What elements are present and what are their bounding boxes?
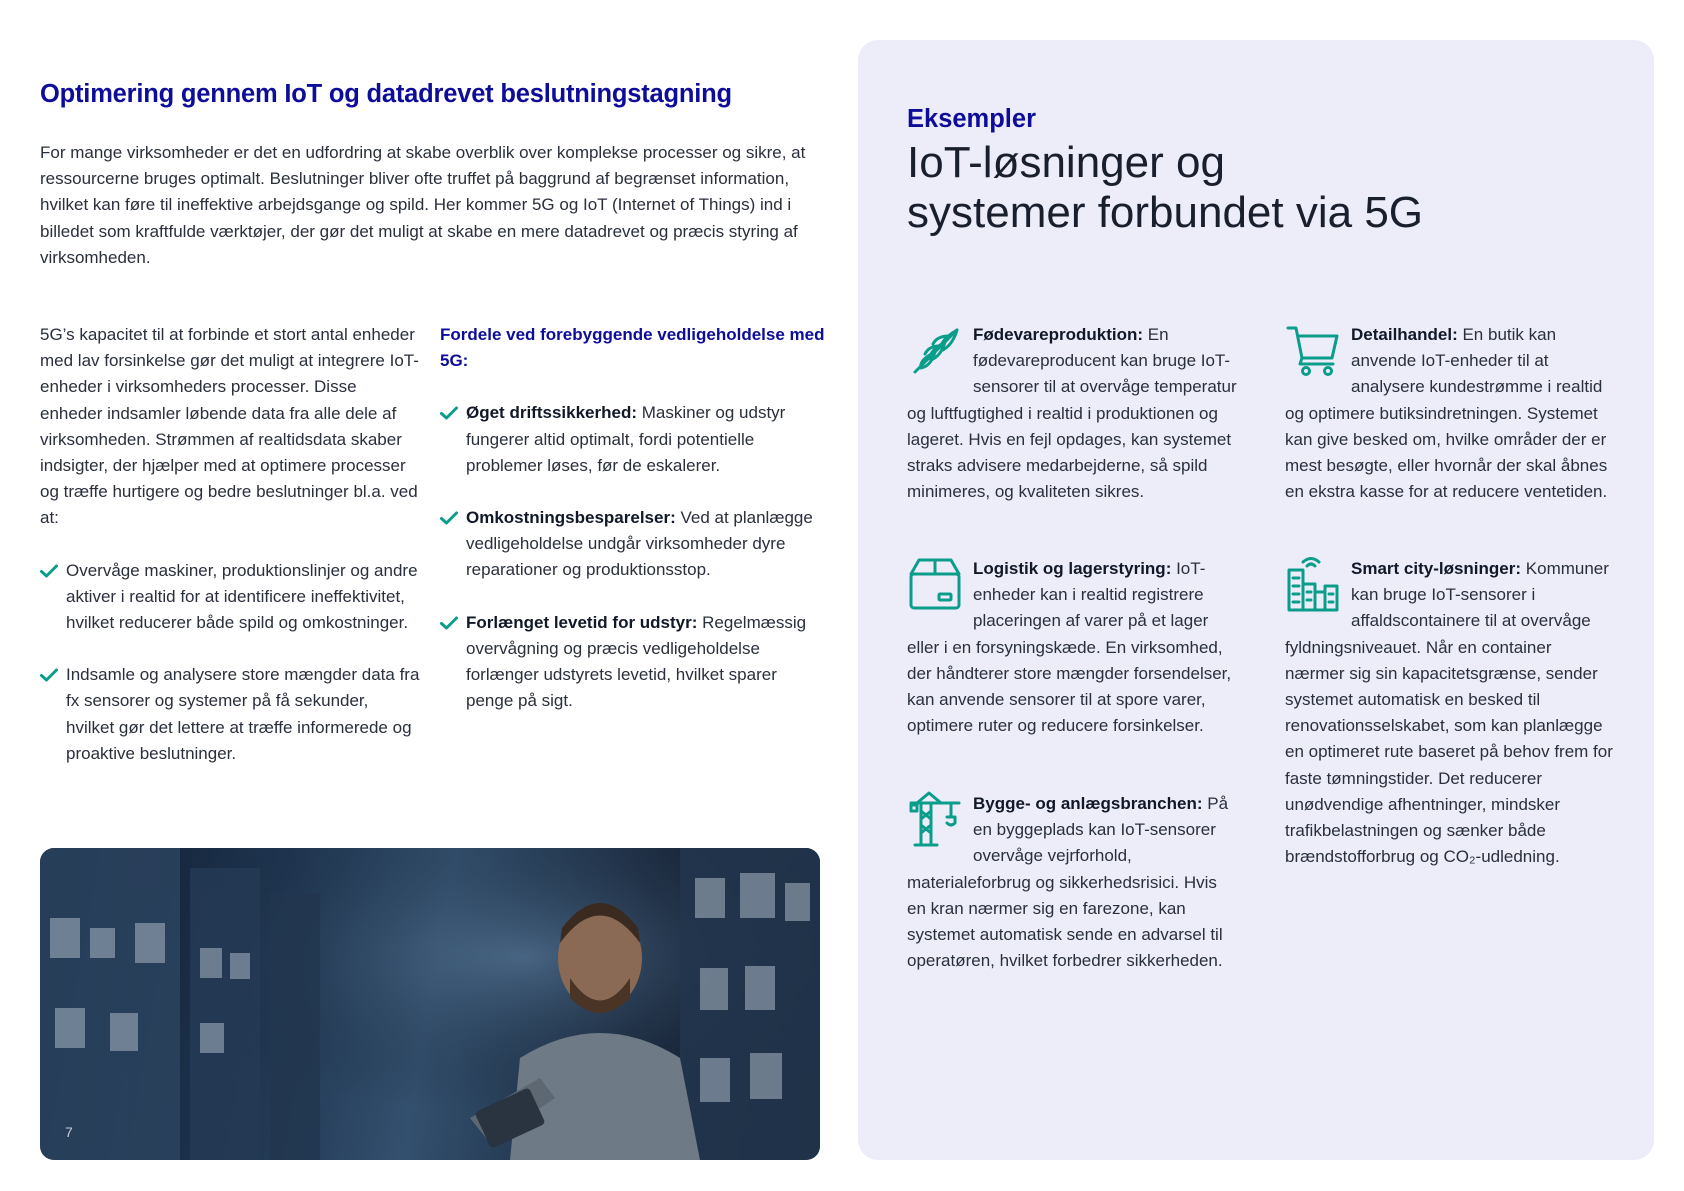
list-item [440, 610, 825, 715]
benefits-list [440, 400, 825, 714]
example-title: Bygge- og anlægsbranchen: [973, 794, 1203, 813]
shopping-cart-icon [1285, 322, 1341, 378]
example-text: En butik kan anvende IoT-enheder til at analysere kundestrømme i realtid og optimere butiksindretningen. Systemet kan give besked om, hvilke områder der er mest besøgte, eller hvornår der skal åbnes en ekstra kasse for at reducere ventetiden. [1285, 325, 1608, 502]
example-smart-city [1285, 556, 1615, 870]
checkmark-icon [440, 511, 458, 525]
list-item [440, 505, 825, 584]
checkmark-icon [40, 564, 58, 578]
page-number: 7 [65, 1124, 73, 1140]
photo-illustration [40, 848, 820, 1160]
benefit-text: Ved at planlægge vedligeholdelse undgår virksomheder dyre reparationer og produktionsstop. [466, 508, 813, 580]
column-1-bullet-list [40, 558, 420, 767]
column-1 [40, 322, 420, 767]
list-item [40, 558, 420, 637]
panel-title-line-2: systemer forbundet via 5G [907, 188, 1424, 237]
example-construction [907, 791, 1237, 974]
page-title: Optimering gennem IoT og datadrevet beslutningstagning [40, 80, 732, 108]
benefit-text: Maskiner og udstyr fungerer altid optimalt, fordi potentielle problemer løses, før de eskalerer. [466, 403, 786, 475]
intro-paragraph: For mange virksomheder er det en udfordring at skabe overblik over komplekse processer og sikre, at ressourcerne bruges optimalt. Beslutninger bliver ofte truffet på baggrund af begrænset information, hvilket kan føre til ineffektive arbejdsgange og spild. Her kommer 5G og IoT (Internet of Things) ind i billedet som kraftfulde værktøjer, der gør det muligt at skabe en mere datadrevet og præcis styring af virksomheden. [40, 143, 806, 267]
example-text: En fødevareproducent kan bruge IoT-sensorer til at overvåge temperatur og luftfugtighed i realtid i produktionen og lageret. Hvis en fejl opdages, kan systemet straks advisere medarbejderne, så spild minimeres, og kvaliteten sikres. [907, 325, 1237, 502]
column-2 [440, 322, 825, 714]
list-item [440, 400, 825, 479]
column-1-text: 5G’s kapacitet til at forbinde et stort antal enheder med lav forsinkelse gør det muligt at integrere IoT-enheder i virksomheders processer. Disse enheder indsamler løbende data fra alle dele af virksomheden. Strømmen af realtidsdata skaber indsigter, der hjælper med at optimere processer og træffe hurtigere og bedre beslutninger bl.a. ved at: [40, 325, 419, 528]
benefit-text: Regelmæssig overvågning og præcis vedligeholdelse forlænger udstyrets levetid, hvilket sparer penge på sigt. [466, 612, 807, 711]
panel-eyebrow: Eksempler [907, 105, 1036, 133]
leaf-icon [907, 322, 963, 378]
checkmark-icon [440, 406, 458, 420]
example-title: Detailhandel: [1351, 325, 1458, 344]
checkmark-icon [440, 616, 458, 630]
package-box-icon [907, 556, 963, 612]
example-logistics [907, 556, 1237, 739]
benefit-title: Forlænget levetid for udstyr: [466, 612, 698, 632]
example-retail [1285, 322, 1615, 505]
example-text: Kommuner kan bruge IoT-sensorer i affaldscontainere til at overvåge fyldningsniveauet. Når en container nærmer sig sin kapacitetsgrænse, sender systemet automatisk en besked til renovationsselskabet, som kan planlægge en optimeret rute baseret på behov frem for faste tømningstider. Det reducerer unødvendige afhentninger, mindsker trafikbelastningen og sænker både brændstofforbrug og CO₂-udledning. [1285, 559, 1613, 867]
panel-title [907, 138, 1607, 238]
example-title: Smart city-løsninger: [1351, 559, 1522, 578]
example-text: IoT-enheder kan i realtid registrere placeringen af varer på et lager eller i en forsyningskæde. En virksomhed, der håndterer store mængder forsendelser, kan anvende sensorer til at spore varer, optimere ruter og reducere forsinkelser. [907, 559, 1232, 736]
example-title: Logistik og lagerstyring: [973, 559, 1172, 578]
list-item [40, 662, 420, 767]
panel-title-line-1: IoT-løsninger og [907, 138, 1225, 187]
crane-icon [907, 791, 963, 847]
checkmark-icon [40, 668, 58, 682]
bullet-text: Indsamle og analysere store mængder data fra fx sensorer og systemer på få sekunder, hvilket gør det lettere at træffe informerede og proaktive beslutninger. [66, 665, 420, 763]
benefit-title: Omkostningsbesparelser: [466, 508, 676, 528]
warehouse-worker-photo [40, 848, 820, 1160]
example-title: Fødevareproduktion: [973, 325, 1144, 344]
bullet-text: Overvåge maskiner, produktionslinjer og andre aktiver i realtid for at identificere ineffektivitet, hvilket reducerer både spild og omkostninger. [66, 560, 418, 633]
example-food-production [907, 322, 1237, 505]
smart-city-icon [1285, 556, 1341, 612]
benefit-title: Øget driftssikkerhed: [466, 403, 637, 423]
example-text: På en byggeplads kan IoT-sensorer overvåge vejrforhold, materialeforbrug og sikkerhedsrisici. Hvis en kran nærmer sig en farezone, kan systemet automatisk sende en advarsel til operatøren, hvilket forbedrer sikkerheden. [907, 794, 1229, 971]
benefits-heading: Fordele ved forebyggende vedligeholdelse med 5G: [440, 325, 825, 371]
